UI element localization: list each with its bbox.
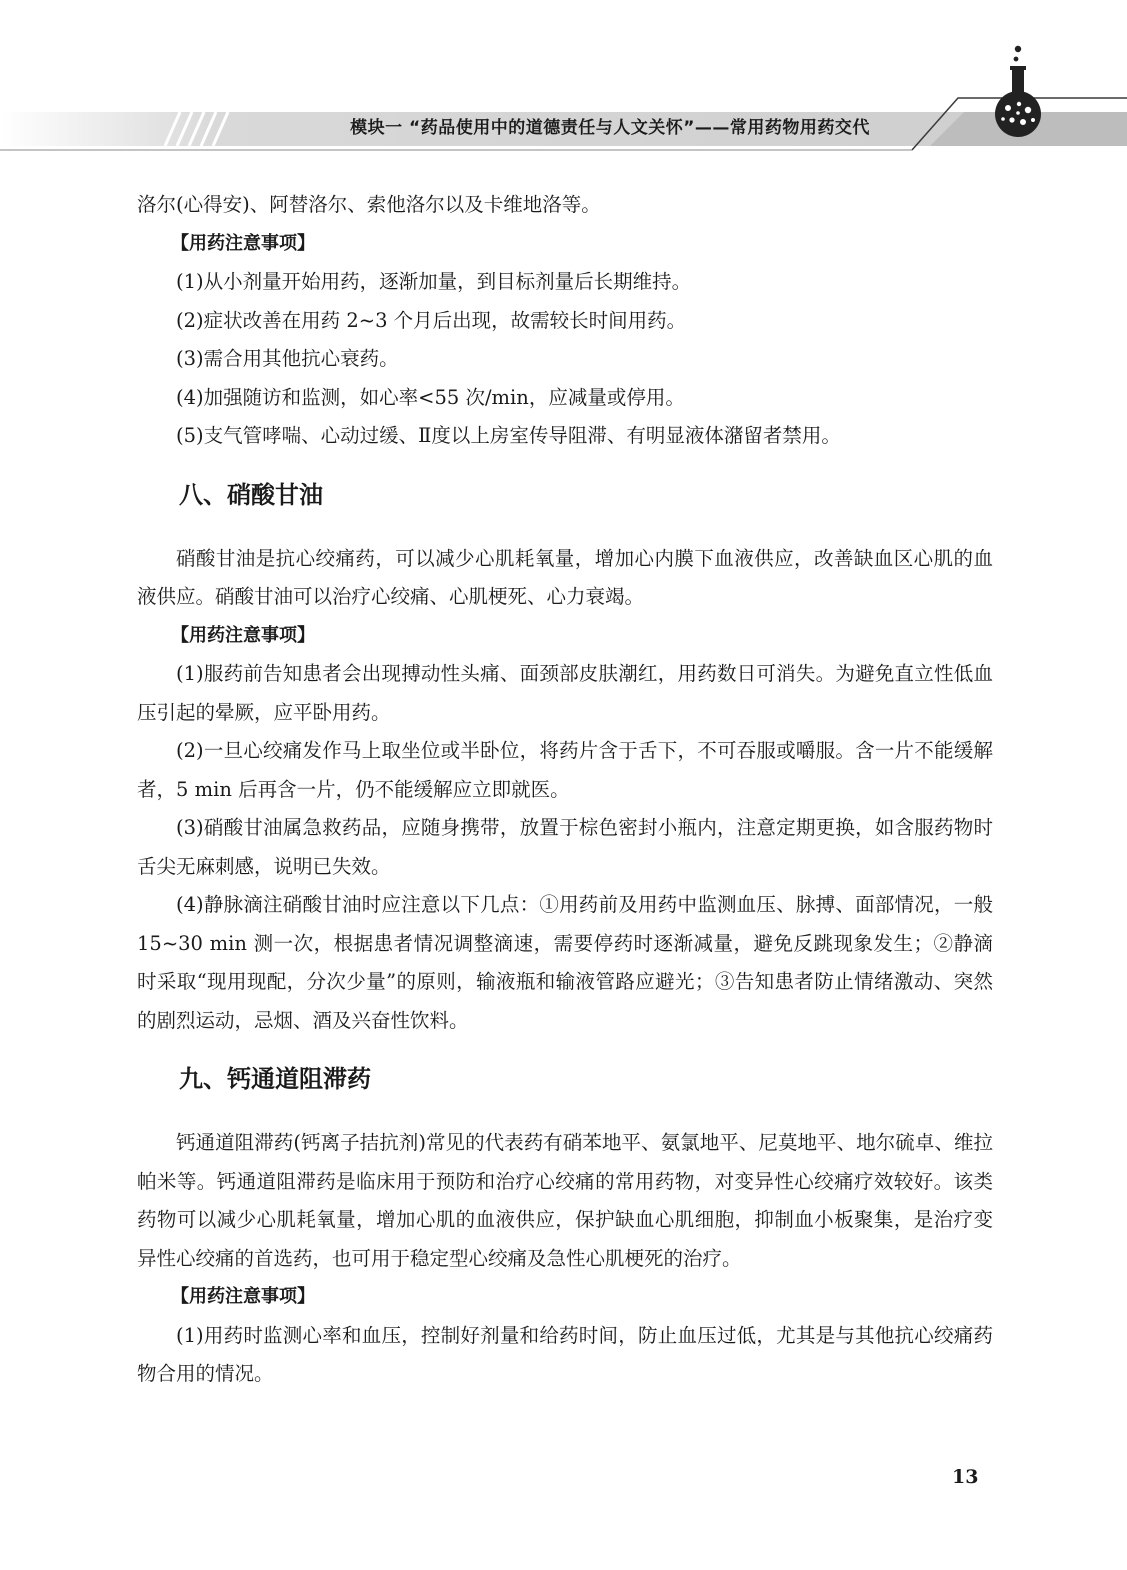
- page-content: [137, 186, 993, 1394]
- list-item: (1)服药前告知患者会出现搏动性头痛、面颈部皮肤潮红，用药数日可消失。为避免直立性低血压引起的晕厥，应平卧用药。: [137, 662, 993, 724]
- continuation-paragraph: 洛尔(心得安)、阿替洛尔、索他洛尔以及卡维地洛等。: [137, 193, 601, 216]
- section-heading: 九、钙通道阻滞药: [179, 1064, 371, 1093]
- page-header: [0, 0, 1127, 165]
- section-intro: 钙通道阻滞药(钙离子拮抗剂)常见的代表药有硝苯地平、氨氯地平、尼莫地平、地尔硫卓、维拉帕米等。钙通道阻滞药是临床用于预防和治疗心绞痛的常用药物，对变异性心绞痛疗效较好。该类药物可以减少心肌耗氧量，增加心肌的血液供应，保护缺血心肌细胞，抑制血小板聚集，是治疗变异性心绞痛的首选药，也可用于稳定型心绞痛及急性心肌梗死的治疗。: [137, 1131, 993, 1270]
- notice-label: 【用药注意事项】: [171, 624, 315, 646]
- list-item: (2)一旦心绞痛发作马上取坐位或半卧位，将药片含于舌下，不可吞服或嚼服。含一片不能缓解者，5 min 后再含一片，仍不能缓解应立即就医。: [137, 739, 993, 801]
- flask-icon: [992, 42, 1044, 138]
- list-item: (4)静脉滴注硝酸甘油时应注意以下几点：①用药前及用药中监测血压、脉搏、面部情况，一般 15~30 min 测一次，根据患者情况调整滴速，需要停药时逐渐减量，避免反跳现象发生；②静滴时采取“现用现配，分次少量”的原则，输液瓶和输液管路应避光；③告知患者防止情绪激动、突然的剧烈运动，忌烟、酒及兴奋性饮料。: [137, 893, 993, 1032]
- notice-label: 【用药注意事项】: [171, 1286, 315, 1307]
- section-intro: 硝酸甘油是抗心绞痛药，可以减少心肌耗氧量，增加心内膜下血液供应，改善缺血区心肌的血液供应。硝酸甘油可以治疗心绞痛、心肌梗死、心力衰竭。: [137, 546, 993, 608]
- list-item: (3)硝酸甘油属急救药品，应随身携带，放置于棕色密封小瓶内，注意定期更换，如含服药物时舌尖无麻刺感，说明已失效。: [137, 816, 993, 878]
- header-title: 模块一 “药品使用中的道德责任与人文关怀”——常用药物用药交代: [350, 118, 870, 138]
- list-item: (2)症状改善在用药 2~3 个月后出现，故需较长时间用药。: [176, 308, 687, 332]
- list-item: (1)用药时监测心率和血压，控制好剂量和给药时间，防止血压过低，尤其是与其他抗心绞痛药物合用的情况。: [137, 1323, 993, 1385]
- list-item: (3)需合用其他抗心衰药。: [176, 347, 399, 370]
- section-heading: 八、硝酸甘油: [179, 479, 323, 509]
- notice-label: 【用药注意事项】: [171, 232, 315, 254]
- page-number: 13: [952, 1466, 979, 1488]
- list-item: (1)从小剂量开始用药，逐渐加量，到目标剂量后长期维持。: [176, 270, 692, 293]
- list-item: (4)加强随访和监测，如心率<55 次/min，应减量或停用。: [176, 385, 685, 409]
- list-item: (5)支气管哮喘、心动过缓、Ⅱ度以上房室传导阻滞、有明显液体潴留者禁用。: [176, 424, 841, 447]
